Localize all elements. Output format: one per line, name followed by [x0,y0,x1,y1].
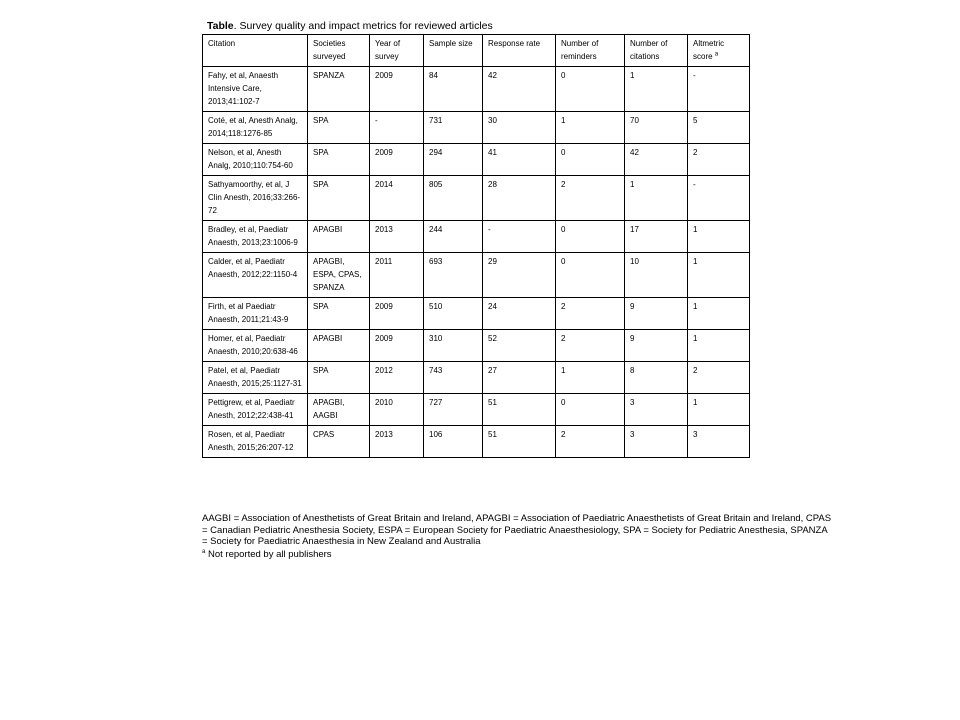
table-cell: 2009 [370,298,424,330]
table-row [203,426,750,458]
table-cell: Pettigrew, et al, Paediatr Anesth, 2012;22:438-41 [203,394,308,426]
table-row [203,394,750,426]
table-cell: 731 [424,112,483,144]
table-header-row [203,35,750,67]
table-cell: 28 [483,176,556,221]
table-cell: 3 [625,394,688,426]
table-cell: 9 [625,330,688,362]
table-cell: SPANZA [308,67,370,112]
table-cell: Fahy, et al, Anaesth Intensive Care, 2013;41:102-7 [203,67,308,112]
table-cell: 0 [556,221,625,253]
table-cell: SPA [308,298,370,330]
publisher-note [202,549,332,560]
column-header: Response rate [483,35,556,67]
table-cell: 0 [556,394,625,426]
table-cell: SPA [308,144,370,176]
table-cell: 2009 [370,67,424,112]
table-cell: 310 [424,330,483,362]
table-cell: 2012 [370,362,424,394]
table-cell: Calder, et al, Paediatr Anaesth, 2012;22:1150-4 [203,253,308,298]
table-cell: 2 [556,298,625,330]
table-cell: 743 [424,362,483,394]
table-row [203,362,750,394]
footnote-marker: a [714,51,719,58]
column-header: Number of citations [625,35,688,67]
table-cell: 727 [424,394,483,426]
table-cell: 244 [424,221,483,253]
table-cell: 5 [688,112,750,144]
column-header: Year of survey [370,35,424,67]
table-cell: 3 [688,426,750,458]
table-cell: 1 [688,221,750,253]
table-cell: 42 [483,67,556,112]
table-cell: 41 [483,144,556,176]
column-header: Sample size [424,35,483,67]
table-cell: APAGBI [308,221,370,253]
table-cell: 29 [483,253,556,298]
table-cell: - [370,112,424,144]
table-cell: APAGBI, AAGBI [308,394,370,426]
publisher-note-text: Not reported by all publishers [207,549,332,560]
table-cell: 1 [688,253,750,298]
table-cell: 2 [688,362,750,394]
table-row [203,176,750,221]
table-row [203,67,750,112]
table-cell: 42 [625,144,688,176]
table-cell: Homer, et al, Paediatr Anaesth, 2010;20:638-46 [203,330,308,362]
table-cell: Sathyamoorthy, et al, J Clin Anesth, 2016;33:266-72 [203,176,308,221]
table-cell: 1 [625,67,688,112]
table-cell: SPA [308,362,370,394]
survey-table [202,34,750,458]
table-cell: 1 [556,362,625,394]
table-cell: 2009 [370,144,424,176]
table-cell: 2010 [370,394,424,426]
table-cell: Nelson, et al, Anesth Analg, 2010;110:754-60 [203,144,308,176]
table-cell: - [688,67,750,112]
table-cell: 693 [424,253,483,298]
table-row [203,112,750,144]
table-cell: 51 [483,394,556,426]
table-cell: 2014 [370,176,424,221]
table-cell: 9 [625,298,688,330]
table-cell: APAGBI [308,330,370,362]
table-cell: 51 [483,426,556,458]
table-cell: - [688,176,750,221]
table-cell: 0 [556,253,625,298]
table-cell: CPAS [308,426,370,458]
table-cell: 0 [556,144,625,176]
table-row [203,221,750,253]
altmetric-header-label: Altmetric score [693,39,725,61]
table-cell: Patel, et al, Paediatr Anaesth, 2015;25:1127-31 [203,362,308,394]
table-cell: 84 [424,67,483,112]
table-row [203,253,750,298]
table-cell: 8 [625,362,688,394]
table-row [203,330,750,362]
table-cell: 2 [556,176,625,221]
table-cell: 2009 [370,330,424,362]
table-cell: 2 [556,426,625,458]
table-cell: 0 [556,67,625,112]
table-body [203,67,750,458]
column-header: Number of reminders [556,35,625,67]
table-cell: 10 [625,253,688,298]
table-cell: 1 [688,298,750,330]
table-row [203,144,750,176]
table-cell: 2013 [370,426,424,458]
table-cell: SPA [308,112,370,144]
table-cell: 1 [688,330,750,362]
table-cell: 27 [483,362,556,394]
table-cell: SPA [308,176,370,221]
table-cell: 1 [625,176,688,221]
table-cell: 106 [424,426,483,458]
table-row [203,298,750,330]
table-cell: 2 [688,144,750,176]
table-cell: 70 [625,112,688,144]
table-cell: 805 [424,176,483,221]
column-header-altmetric [688,35,750,67]
table-caption [207,20,493,32]
footnote-marker: a [202,548,206,555]
table-cell: 52 [483,330,556,362]
table-cell: Rosen, et al, Paediatr Anesth, 2015;26:207-12 [203,426,308,458]
table-cell: 30 [483,112,556,144]
table-cell: 510 [424,298,483,330]
abbreviations-footnote: AAGBI = Association of Anesthetists of Great Britain and Ireland, APAGBI = Association of Paediatric Anaesthetists of Great Britain and Ireland, CPAS = Canadian Pediatric Anesthesia Society, ESPA = European Society for Paediatric Anaesthesiology, SPA = Society for Pediatric Anesthesia, SPANZA = Society for Paediatric Anaesthesia in New Zealand and Australia [202,513,832,547]
table-cell: - [483,221,556,253]
table-cell: 2013 [370,221,424,253]
table-cell: 3 [625,426,688,458]
column-header: Citation [203,35,308,67]
table-cell: 294 [424,144,483,176]
table-cell: Coté, et al, Anesth Analg, 2014;118:1276-85 [203,112,308,144]
table-cell: 1 [556,112,625,144]
table-cell: Bradley, et al, Paediatr Anaesth, 2013;23:1006-9 [203,221,308,253]
table-cell: 17 [625,221,688,253]
table-cell: APAGBI, ESPA, CPAS, SPANZA [308,253,370,298]
caption-label: Table [207,20,234,32]
table-cell: Firth, et al Paediatr Anaesth, 2011;21:43-9 [203,298,308,330]
table-cell: 2011 [370,253,424,298]
column-header: Societies surveyed [308,35,370,67]
table-cell: 2 [556,330,625,362]
caption-text: . Survey quality and impact metrics for reviewed articles [233,20,493,32]
table-cell: 1 [688,394,750,426]
table-cell: 24 [483,298,556,330]
